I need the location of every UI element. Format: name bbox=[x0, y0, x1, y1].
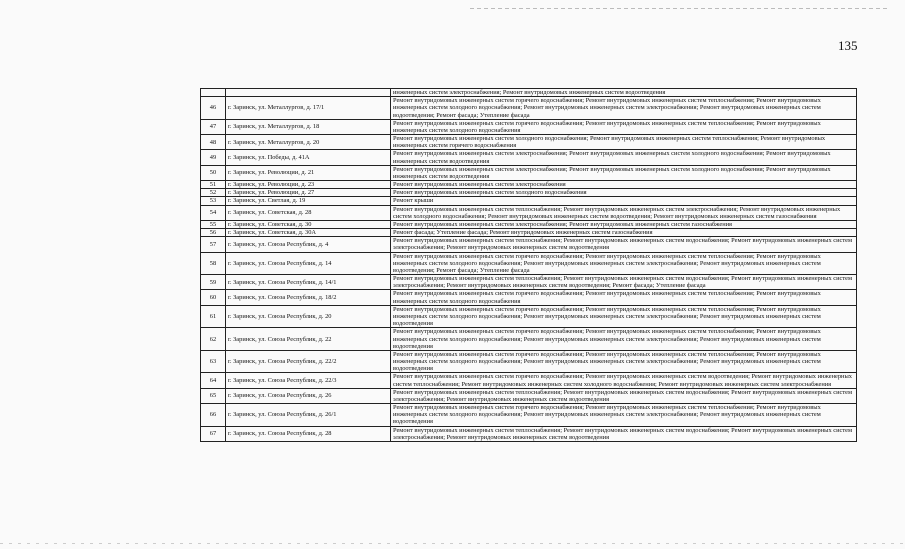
row-works: Ремонт внутридомовых инженерных систем горячего водоснабжения; Ремонт внутридомовых инженерных систем теплоснабжения; Ремонт внутридомовых инженерных систем холодного водоснабжения bbox=[391, 290, 857, 305]
row-number: 49 bbox=[201, 150, 226, 165]
scan-artifact-top bbox=[470, 8, 890, 9]
table-row bbox=[201, 388, 857, 403]
row-works: Ремонт внутридомовых инженерных систем горячего водоснабжения; Ремонт внутридомовых инженерных систем теплоснабжения; Ремонт внутридомовых инженерных систем холодного водоснабжения bbox=[391, 119, 857, 134]
row-address: г. Заринск, ул. Победы, д. 41А bbox=[226, 150, 391, 165]
row-address: г. Заринск, ул. Союза Республик, д. 22/3 bbox=[226, 373, 391, 388]
row-works: Ремонт внутридомовых инженерных систем теплоснабжения; Ремонт внутридомовых инженерных систем водоснабжения; Ремонт внутридомовых инженерных систем электроснабжения; Ремонт внутридомовых инженерных систем водоотведения bbox=[391, 237, 857, 252]
row-number: 59 bbox=[201, 275, 226, 290]
row-number: 64 bbox=[201, 373, 226, 388]
row-works: Ремонт внутридомовых инженерных систем горячего водоснабжения; Ремонт внутридомовых инженерных систем теплоснабжения; Ремонт внутридомовых инженерных систем холодного водоснабжения; Ремонт внутридомовых инженерных систем электроснабжения; Ремонт внутридомовых инженерных систем водоотведения bbox=[391, 404, 857, 427]
row-number: 66 bbox=[201, 404, 226, 427]
row-address: г. Заринск, ул. Союза Республик, д. 14 bbox=[226, 252, 391, 275]
table-row bbox=[201, 328, 857, 351]
row-number: 57 bbox=[201, 237, 226, 252]
table-row bbox=[201, 252, 857, 275]
row-number: 61 bbox=[201, 305, 226, 328]
row-address bbox=[226, 89, 391, 97]
table-row bbox=[201, 290, 857, 305]
row-address: г. Заринск, ул. Союза Республик, д. 22/2 bbox=[226, 350, 391, 373]
row-address: г. Заринск, ул. Союза Республик, д. 26/1 bbox=[226, 404, 391, 427]
row-number: 63 bbox=[201, 350, 226, 373]
row-number: 51 bbox=[201, 181, 226, 189]
row-number: 62 bbox=[201, 328, 226, 351]
table-row bbox=[201, 181, 857, 189]
row-number: 54 bbox=[201, 205, 226, 220]
table-row bbox=[201, 426, 857, 441]
scan-artifact-bottom bbox=[0, 543, 905, 544]
row-number: 60 bbox=[201, 290, 226, 305]
row-address: г. Заринск, ул. Революции, д. 21 bbox=[226, 165, 391, 180]
row-works: Ремонт внутридомовых инженерных систем горячего водоснабжения; Ремонт внутридомовых инженерных систем теплоснабжения; Ремонт внутридомовых инженерных систем холодного водоснабжения; Ремонт внутридомовых инженерных систем электроснабжения; Ремонт внутридомовых инженерных систем водоотведения; Ремонт фасада; Утепление фасада bbox=[391, 97, 857, 120]
row-number: 55 bbox=[201, 220, 226, 228]
row-works: Ремонт внутридомовых инженерных систем горячего водоснабжения; Ремонт внутридомовых инженерных систем теплоснабжения; Ремонт внутридомовых инженерных систем холодного водоснабжения; Ремонт внутридомовых инженерных систем электроснабжения; Ремонт внутридомовых инженерных систем водоотведения bbox=[391, 328, 857, 351]
table-body bbox=[201, 89, 857, 442]
row-number: 56 bbox=[201, 229, 226, 237]
row-address: г. Заринск, ул. Металлургов, д. 20 bbox=[226, 135, 391, 150]
table-row bbox=[201, 97, 857, 120]
row-works: Ремонт внутридомовых инженерных систем теплоснабжения; Ремонт внутридомовых инженерных систем электроснабжения; Ремонт внутридомовых инженерных систем холодного водоснабжения; Ремонт внутридомовых инженерных систем водоотведения; Ремонт внутридомовых инженерных систем газоснабжения bbox=[391, 205, 857, 220]
row-works: Ремонт внутридомовых инженерных систем горячего водоснабжения; Ремонт внутридомовых инженерных систем теплоснабжения; Ремонт внутридомовых инженерных систем холодного водоснабжения; Ремонт внутридомовых инженерных систем электроснабжения; Ремонт внутридомовых инженерных систем водоотведения bbox=[391, 305, 857, 328]
table-row bbox=[201, 205, 857, 220]
table-row bbox=[201, 119, 857, 134]
row-number: 52 bbox=[201, 189, 226, 197]
table-row bbox=[201, 89, 857, 97]
row-works: Ремонт внутридомовых инженерных систем электроснабжения; Ремонт внутридомовых инженерных систем холодного водоснабжения; Ремонт внутридомовых инженерных систем водоотведения bbox=[391, 150, 857, 165]
row-works: Ремонт внутридомовых инженерных систем электроснабжения; Ремонт внутридомовых инженерных систем холодного водоснабжения; Ремонт внутридомовых инженерных систем водоотведения bbox=[391, 165, 857, 180]
row-address: г. Заринск, ул. Советская, д. 30А bbox=[226, 229, 391, 237]
row-works: Ремонт внутридомовых инженерных систем теплоснабжения; Ремонт внутридомовых инженерных систем водоснабжения; Ремонт внутридомовых инженерных систем электроснабжения; Ремонт внутридомовых инженерных систем водоотведения bbox=[391, 388, 857, 403]
repair-works-table bbox=[200, 88, 857, 442]
table-row bbox=[201, 275, 857, 290]
table-row bbox=[201, 229, 857, 237]
row-number: 48 bbox=[201, 135, 226, 150]
row-address: г. Заринск, ул. Светлая, д. 19 bbox=[226, 197, 391, 205]
row-number: 67 bbox=[201, 426, 226, 441]
row-address: г. Заринск, ул. Союза Республик, д. 26 bbox=[226, 388, 391, 403]
table-row bbox=[201, 220, 857, 228]
row-number: 53 bbox=[201, 197, 226, 205]
table-row bbox=[201, 237, 857, 252]
table-row bbox=[201, 373, 857, 388]
row-number: 65 bbox=[201, 388, 226, 403]
row-number: 50 bbox=[201, 165, 226, 180]
row-address: г. Заринск, ул. Металлургов, д. 17/1 bbox=[226, 97, 391, 120]
row-works: Ремонт внутридомовых инженерных систем электроснабжения bbox=[391, 181, 857, 189]
row-address: г. Заринск, ул. Революции, д. 23 bbox=[226, 181, 391, 189]
row-works: Ремонт внутридомовых инженерных систем горячего водоснабжения; Ремонт внутридомовых инженерных систем водоотведения; Ремонт внутридомовых инженерных систем теплоснабжения; Ремонт внутридомовых инженерных систем холодного водоснабжения; Ремонт внутридомовых инженерных систем электроснабжения bbox=[391, 373, 857, 388]
table-row bbox=[201, 350, 857, 373]
row-works: Ремонт фасада; Утепление фасада; Ремонт внутридомовых инженерных систем газоснабжения bbox=[391, 229, 857, 237]
table-row bbox=[201, 197, 857, 205]
row-number bbox=[201, 89, 226, 97]
table-row bbox=[201, 135, 857, 150]
row-address: г. Заринск, ул. Союза Республик, д. 20 bbox=[226, 305, 391, 328]
row-works: Ремонт внутридомовых инженерных систем горячего водоснабжения; Ремонт внутридомовых инженерных систем теплоснабжения; Ремонт внутридомовых инженерных систем холодного водоснабжения; Ремонт внутридомовых инженерных систем электроснабжения; Ремонт внутридомовых инженерных систем водоотведения; Ремонт фасада; Утепление фасада bbox=[391, 252, 857, 275]
row-address: г. Заринск, ул. Союза Республик, д. 14/1 bbox=[226, 275, 391, 290]
page-number: 135 bbox=[838, 38, 858, 53]
table-row bbox=[201, 404, 857, 427]
row-address: г. Заринск, ул. Союза Республик, д. 22 bbox=[226, 328, 391, 351]
row-works: Ремонт внутридомовых инженерных систем холодного водоснабжения bbox=[391, 189, 857, 197]
table-row bbox=[201, 305, 857, 328]
table-row bbox=[201, 189, 857, 197]
row-works: Ремонт внутридомовых инженерных систем горячего водоснабжения; Ремонт внутридомовых инженерных систем теплоснабжения; Ремонт внутридомовых инженерных систем холодного водоснабжения; Ремонт внутридомовых инженерных систем электроснабжения; Ремонт внутридомовых инженерных систем водоотведения bbox=[391, 350, 857, 373]
row-works: Ремонт внутридомовых инженерных систем холодного водоснабжения; Ремонт внутридомовых инженерных систем теплоснабжения; Ремонт внутридомовых инженерных систем горячего водоснабжения bbox=[391, 135, 857, 150]
row-number: 46 bbox=[201, 97, 226, 120]
row-works: Ремонт крыши bbox=[391, 197, 857, 205]
row-address: г. Заринск, ул. Революции, д. 27 bbox=[226, 189, 391, 197]
row-address: г. Заринск, ул. Союза Республик, д. 4 bbox=[226, 237, 391, 252]
row-address: г. Заринск, ул. Металлургов, д. 18 bbox=[226, 119, 391, 134]
row-address: г. Заринск, ул. Советская, д. 28 bbox=[226, 205, 391, 220]
table-row bbox=[201, 150, 857, 165]
row-address: г. Заринск, ул. Союза Республик, д. 18/2 bbox=[226, 290, 391, 305]
row-works: инженерных систем электроснабжения; Ремонт внутридомовых инженерных систем водоотведения bbox=[391, 89, 857, 97]
row-works: Ремонт внутридомовых инженерных систем теплоснабжения; Ремонт внутридомовых инженерных систем водоснабжения; Ремонт внутридомовых инженерных систем электроснабжения; Ремонт внутридомовых инженерных систем водоотведения; Ремонт фасада; Утепление фасада bbox=[391, 275, 857, 290]
row-works: Ремонт внутридомовых инженерных систем электроснабжения; Ремонт внутридомовых инженерных систем газоснабжения bbox=[391, 220, 857, 228]
table-row bbox=[201, 165, 857, 180]
row-number: 47 bbox=[201, 119, 226, 134]
row-works: Ремонт внутридомовых инженерных систем теплоснабжения; Ремонт внутридомовых инженерных систем водоснабжения; Ремонт внутридомовых инженерных систем электроснабжения; Ремонт внутридомовых инженерных систем водоотведения bbox=[391, 426, 857, 441]
row-address: г. Заринск, ул. Союза Республик, д. 28 bbox=[226, 426, 391, 441]
row-address: г. Заринск, ул. Советская, д. 30 bbox=[226, 220, 391, 228]
row-number: 58 bbox=[201, 252, 226, 275]
